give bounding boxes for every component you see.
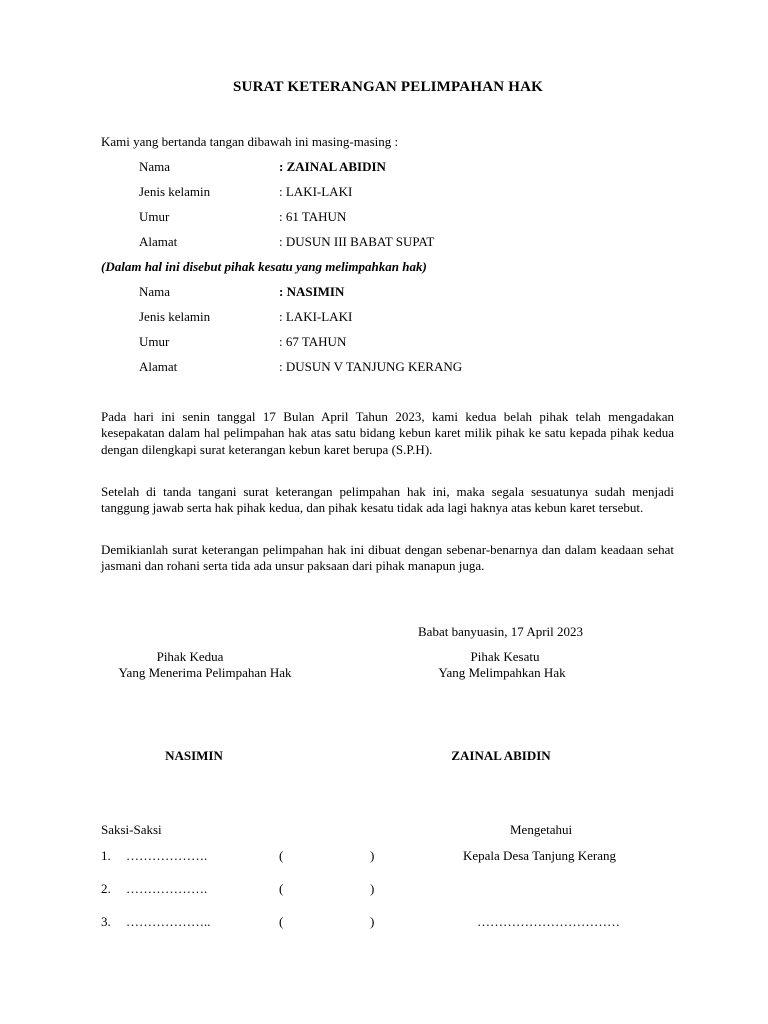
witness-1-open-paren: ( [279,848,284,863]
party2-address-label: Alamat [139,359,178,374]
party2-address-value: : DUSUN V TANJUNG KERANG [279,359,463,374]
party2-name-label: Nama [139,284,171,299]
witnesses-heading: Saksi-Saksi [101,822,162,837]
witness-1-number: 1. [101,848,111,863]
paragraph-responsibility: Setelah di tanda tangani surat keterangan pelimpahan hak ini, maka segala sesuatunya sudah menjadi tanggung jawab serta hak pihak kedua, dan pihak kesatu tidak ada lagi haknya atas kebun karet tersebut. [101,484,674,516]
acknowledge-heading: Mengetahui [510,822,573,837]
witness-1-close-paren: ) [370,848,375,863]
party1-age-label: Umur [139,209,170,224]
paragraph-agreement: Pada hari ini senin tanggal 17 Bulan April Tahun 2023, kami kedua belah pihak telah mengadakan kesepakatan dalam hal pelimpahan hak atas satu bidang kebun karet milik pihak ke satu kepada pihak kedua dengan dilengkapi surat keterangan kebun karet berupa (S.P.H). [101,409,674,457]
document-title: SURAT KETERANGAN PELIMPAHAN HAK [233,79,543,95]
party1-address-label: Alamat [139,234,178,249]
witness-2-close-paren: ) [370,881,375,896]
witness-2-dots: ………………. [126,881,208,896]
paragraph-closing: Demikianlah surat keterangan pelimpahan hak ini dibuat dengan sebenar-benarnya dan dalam keadaan sehat jasmani dan rohani serta tida ada unsur paksaan dari pihak manapun juga. [101,542,674,574]
signature-left-desc: Yang Menerima Pelimpahan Hak [118,665,292,680]
signature-left-role: Pihak Kedua [156,649,224,664]
party1-gender-value: : LAKI-LAKI [279,184,353,199]
witness-2-open-paren: ( [279,881,284,896]
signature-right-name: ZAINAL ABIDIN [451,748,551,763]
party1-age-value: : 61 TAHUN [279,209,347,224]
acknowledge-signature-dots: …………………………… [477,914,620,929]
witness-2-number: 2. [101,881,111,896]
party1-name-label: Nama [139,159,171,174]
signature-left-name: NASIMIN [165,748,223,763]
signature-right-desc: Yang Melimpahkan Hak [438,665,566,680]
place-date: Babat banyuasin, 17 April 2023 [418,624,584,639]
party1-gender-label: Jenis kelamin [139,184,211,199]
party1-name-value: : ZAINAL ABIDIN [279,159,386,174]
party2-gender-value: : LAKI-LAKI [279,309,353,324]
party2-name-value: : NASIMIN [279,284,345,299]
witness-3-number: 3. [101,914,111,929]
party2-age-value: : 67 TAHUN [279,334,347,349]
acknowledge-title: Kepala Desa Tanjung Kerang [463,848,616,863]
party2-gender-label: Jenis kelamin [139,309,211,324]
witness-3-open-paren: ( [279,914,284,929]
witness-3-dots: ……………….. [126,914,211,929]
witness-3-close-paren: ) [370,914,375,929]
witness-1-dots: ………………. [126,848,208,863]
intro-text: Kami yang bertanda tangan dibawah ini masing-masing : [101,134,399,149]
party1-address-value: : DUSUN III BABAT SUPAT [279,234,435,249]
party2-age-label: Umur [139,334,170,349]
signature-right-role: Pihak Kesatu [470,649,540,664]
party1-note: (Dalam hal ini disebut pihak kesatu yang melimpahkan hak) [101,259,427,274]
